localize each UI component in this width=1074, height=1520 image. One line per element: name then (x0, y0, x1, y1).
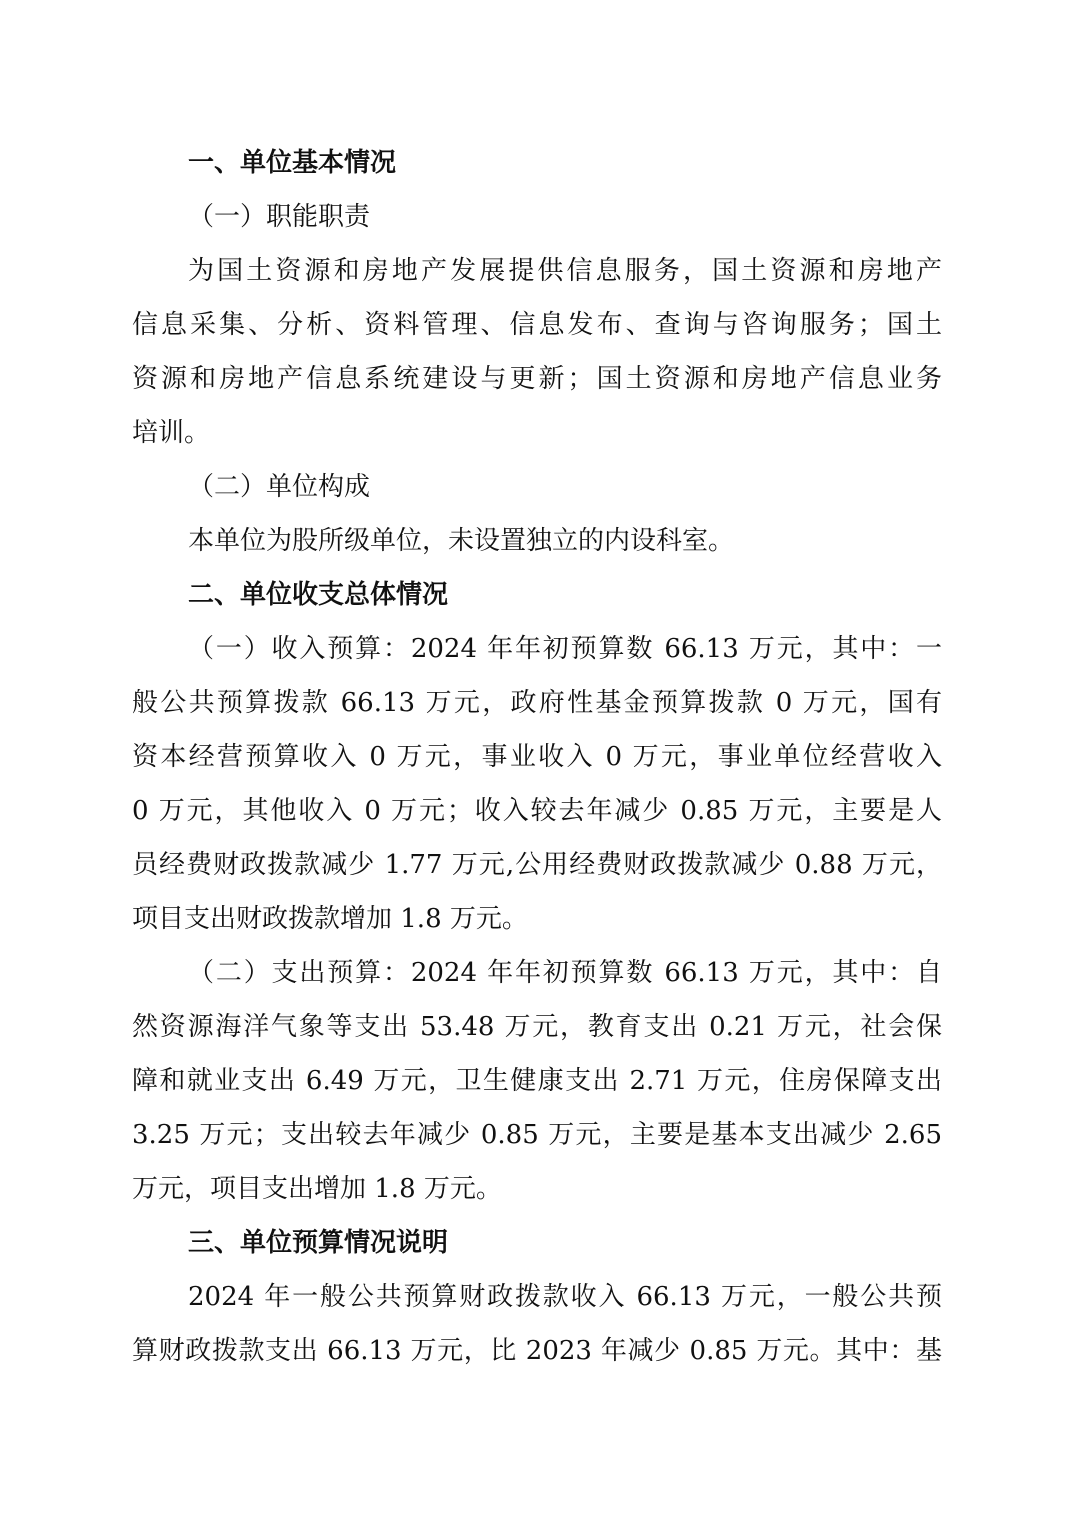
text-line: 资本经营预算收入 0 万元，事业收入 0 万元，事业单位经营收入 (132, 742, 942, 772)
text-line: 般公共预算拨款 66.13 万元，政府性基金预算拨款 0 万元，国有 (132, 688, 942, 718)
text-line: 为国土资源和房地产发展提供信息服务，国土资源和房地产 (188, 256, 942, 286)
text-line: （一）收入预算：2024 年年初预算数 66.13 万元，其中：一 (188, 634, 942, 664)
section-heading-budget-explanation: 三、单位预算情况说明 (188, 1228, 449, 1258)
text-line: 项目支出财政拨款增加 1.8 万元。 (132, 904, 528, 934)
paragraph-expense-budget (132, 946, 942, 1216)
text-line: 障和就业支出 6.49 万元，卫生健康支出 2.71 万元，住房保障支出 (132, 1066, 942, 1096)
paragraph-functions (132, 244, 942, 460)
text-line: 培训。 (132, 418, 211, 448)
paragraph-budget-explanation (132, 1270, 942, 1378)
text-line: 0 万元，其他收入 0 万元；收入较去年减少 0.85 万元，主要是人 (132, 796, 942, 826)
text-line: 员经费财政拨款减少 1.77 万元,公用经费财政拨款减少 0.88 万元， (132, 850, 942, 880)
text-line: 资源和房地产信息系统建设与更新；国土资源和房地产信息业务 (132, 364, 942, 394)
text-line: 算财政拨款支出 66.13 万元，比 2023 年减少 0.85 万元。其中：基 (132, 1336, 942, 1366)
section-heading-basic-info: 一、单位基本情况 (188, 148, 397, 178)
text-line: 万元，项目支出增加 1.8 万元。 (132, 1174, 502, 1204)
paragraph-composition (132, 514, 942, 568)
text-line: 信息采集、分析、资料管理、信息发布、查询与咨询服务；国土 (132, 310, 942, 340)
text-line: （二）支出预算：2024 年年初预算数 66.13 万元，其中：自 (188, 958, 942, 988)
section-heading-income-expense: 二、单位收支总体情况 (188, 580, 449, 610)
text-line: 然资源海洋气象等支出 53.48 万元，教育支出 0.21 万元，社会保 (132, 1012, 942, 1042)
document-page (132, 136, 942, 1378)
text-line: 2024 年一般公共预算财政拨款收入 66.13 万元，一般公共预 (188, 1282, 942, 1312)
subheading-composition: （二）单位构成 (188, 472, 371, 502)
text-line: 本单位为股所级单位，未设置独立的内设科室。 (188, 526, 735, 556)
subheading-functions: （一）职能职责 (188, 202, 371, 232)
text-line: 3.25 万元；支出较去年减少 0.85 万元，主要是基本支出减少 2.65 (132, 1120, 942, 1150)
paragraph-income-budget (132, 622, 942, 946)
